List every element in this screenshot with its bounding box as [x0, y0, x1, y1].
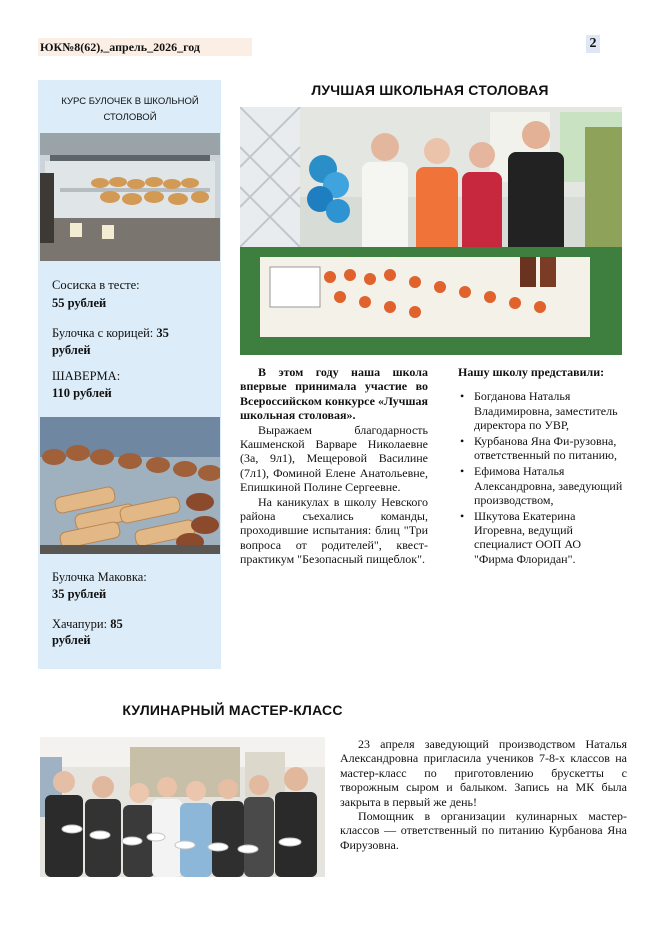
sidebar-title-line1: КУРС БУЛОЧЕК В ШКОЛЬНОЙ	[61, 96, 199, 107]
canteen-team-photo	[240, 107, 622, 355]
page-number: 2	[586, 35, 600, 53]
item-label-khachapuri	[52, 616, 123, 632]
item-price-cinnamon-bun-num: 35	[156, 326, 169, 340]
item-price-khachapuri-num: 85	[110, 617, 123, 631]
issue-header: ЮК№8(62),_апрель_2026_год	[38, 38, 252, 56]
pastries-photo	[40, 417, 220, 554]
item-price-cinnamon-bun: рублей	[52, 343, 91, 357]
team-heading: Нашу школу представили:	[458, 365, 605, 379]
article-title-master-class: КУЛИНАРНЫЙ МАСТЕР-КЛАСС	[122, 702, 343, 718]
team-member: • Богданова Наталья Владимировна, заместитель директора по УВР,	[474, 389, 623, 432]
article1-left-column	[240, 365, 428, 567]
item-label-cinnamon-bun	[52, 325, 169, 341]
team-member: • Курбанова Яна Фи-рузовна, ответственный по питанию,	[474, 434, 623, 462]
team-member: • Ефимова Наталья Александровна, заведующий производством,	[474, 464, 623, 507]
item-label-shawarma: ШАВЕРМА:	[52, 369, 121, 383]
sidebar-title-line2: СТОЛОВОЙ	[103, 112, 157, 123]
item-price-shawarma: 110 рублей	[52, 386, 112, 400]
article-title-best-canteen: ЛУЧШАЯ ШКОЛЬНАЯ СТОЛОВАЯ	[311, 82, 549, 98]
item-price-sausage-roll: 55 рублей	[52, 296, 107, 310]
item-label-cinnamon-bun-text: Булочка с корицей:	[52, 326, 154, 340]
article1-lead: В этом году наша школа впервые принимала участие во Всероссийском конкурсе «Лучшая школьная столовая».	[240, 365, 428, 423]
article2-paragraph-2: Помощник в организации кулинарных мастер-классов — ответственный по питанию Курбанова Яна Фирузовна.	[340, 809, 627, 852]
sidebar-title	[40, 94, 220, 126]
article1-right-column	[458, 365, 623, 568]
bakery-case-photo	[40, 133, 220, 261]
item-price-poppy-bun: 35 рублей	[52, 587, 107, 601]
item-label-poppy-bun: Булочка Маковка:	[52, 570, 147, 584]
item-price-khachapuri: рублей	[52, 633, 91, 647]
item-label-sausage-roll: Сосиска в тесте:	[52, 278, 140, 292]
team-list	[458, 389, 623, 565]
item-label-khachapuri-text: Хачапури:	[52, 617, 108, 631]
team-member: • Шкутова Екатерина Игоревна, ведущий специалист ООП АО "Фирма Флоридан".	[474, 509, 623, 566]
master-class-photo	[40, 737, 325, 877]
article2-text	[340, 737, 627, 852]
article1-holidays-paragraph: На каникулах в школу Невского района съехались команды, проходившие испытания: блиц "Три вопроса от родителей", квест-практикум "Безопасный пищеблок".	[240, 494, 428, 567]
article2-paragraph-1: 23 апреля заведующий производством Наталья Александровна пригласила учеников 7-8-х классов на мастер-класс по приготовлению брускетты с творожным сыром и балыком. Запись на МК была закрыта в первый же день!	[340, 737, 627, 809]
article1-thanks-paragraph: Выражаем благодарность Кашменской Варваре Николаевне (3а, 9л1), Мещеровой Василине (7л1), Фоминой Елене Анатольевне, Епишкиной Полине Сергеевне.	[240, 422, 428, 495]
